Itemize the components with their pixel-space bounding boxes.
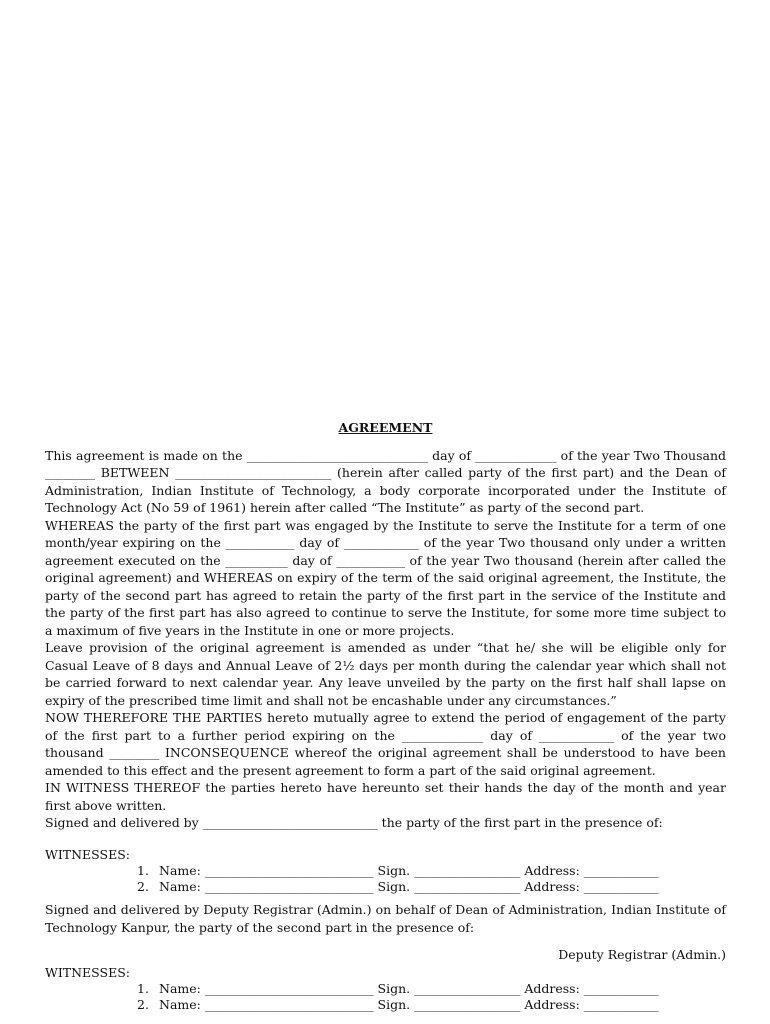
witness-line: [45, 981, 726, 997]
spacer: [45, 832, 726, 846]
document-title: AGREEMENT: [338, 420, 433, 435]
opening-paragraph: This agreement is made on the _____________________________ day of _____________ of the year Two Thousand ________ BETWEEN _________________________ (herein after called party of the first part) and the Dean of Administration, Indian Institute of Technology, a body corporate incorporated under the Institute of Technology Act (No 59 of 1961) herein after called “The Institute” as party of the second part.: [45, 447, 726, 515]
signed-first-party: Signed and delivered by ____________________________ the party of the first part in the presence of:: [45, 815, 663, 830]
leave-provision-paragraph: Leave provision of the original agreement is amended as under “that he/ she will be eligible only for Casual Leave of 8 days and Annual Leave of 2½ days per month during the calendar year which shall not be carried forward to next calendar year. Any leave unveiled by the party on the first half shall lapse on expiry of the prescribed time limit and shall not be encashable under any circumstances.”: [45, 640, 726, 708]
witness-number: 1.: [137, 981, 149, 996]
witness-line: [45, 879, 726, 895]
witness-number: 1.: [137, 863, 149, 878]
witness-list-first: [45, 863, 726, 895]
in-witness-paragraph: IN WITNESS THEREOF the parties hereto have hereunto set their hands the day of the month and year first above written.: [45, 780, 726, 813]
witness-fields: Name: ___________________________ Sign. _________________ Address: ____________: [159, 997, 659, 1012]
witnesses-label-first: WITNESSES:: [45, 846, 130, 862]
agreement-document: [45, 419, 726, 1013]
signed-second-party: Signed and delivered by Deputy Registrar (Admin.) on behalf of Dean of Administration, Indian Institute of Technology Kanpur, the party of the second part in the presence of:: [45, 902, 726, 935]
witness-number: 2.: [137, 997, 149, 1012]
witness-line: [45, 863, 726, 879]
witness-line: [45, 997, 726, 1013]
witness-fields: Name: ___________________________ Sign. _________________ Address: ____________: [159, 863, 659, 878]
spacer: [45, 936, 726, 946]
now-therefore-paragraph: NOW THEREFORE THE PARTIES hereto mutually agree to extend the period of engagement of the party of the first part to a further period expiring on the _____________ day of ____________ of the year two thousand ________ INCONSEQUENCE whereof the original agreement shall be understood to have been amended to this effect and the present agreement to form a part of the said original agreement.: [45, 710, 726, 778]
whereas-paragraph: WHEREAS the party of the first part was engaged by the Institute to serve the Institute for a term of one month/year expiring on the ___________ day of ____________ of the year Two thousand only under a written agreement executed on the __________ day of ___________ of the year Two thousand (herein after called the original agreement) and WHEREAS on expiry of the term of the said original agreement, the Institute, the party of the second part has agreed to retain the party of the first part in the service of the Institute and the party of the first part has also agreed to continue to serve the Institute, for some more time subject to a maximum of five years in the Institute in one or more projects.: [45, 517, 726, 638]
signatory-title: Deputy Registrar (Admin.): [558, 947, 726, 962]
witness-fields: Name: ___________________________ Sign. _________________ Address: ____________: [159, 981, 659, 996]
witnesses-label-second: WITNESSES:: [45, 964, 130, 980]
witness-fields: Name: ___________________________ Sign. _________________ Address: ____________: [159, 879, 659, 894]
witness-number: 2.: [137, 879, 149, 894]
witness-list-second: [45, 981, 726, 1013]
